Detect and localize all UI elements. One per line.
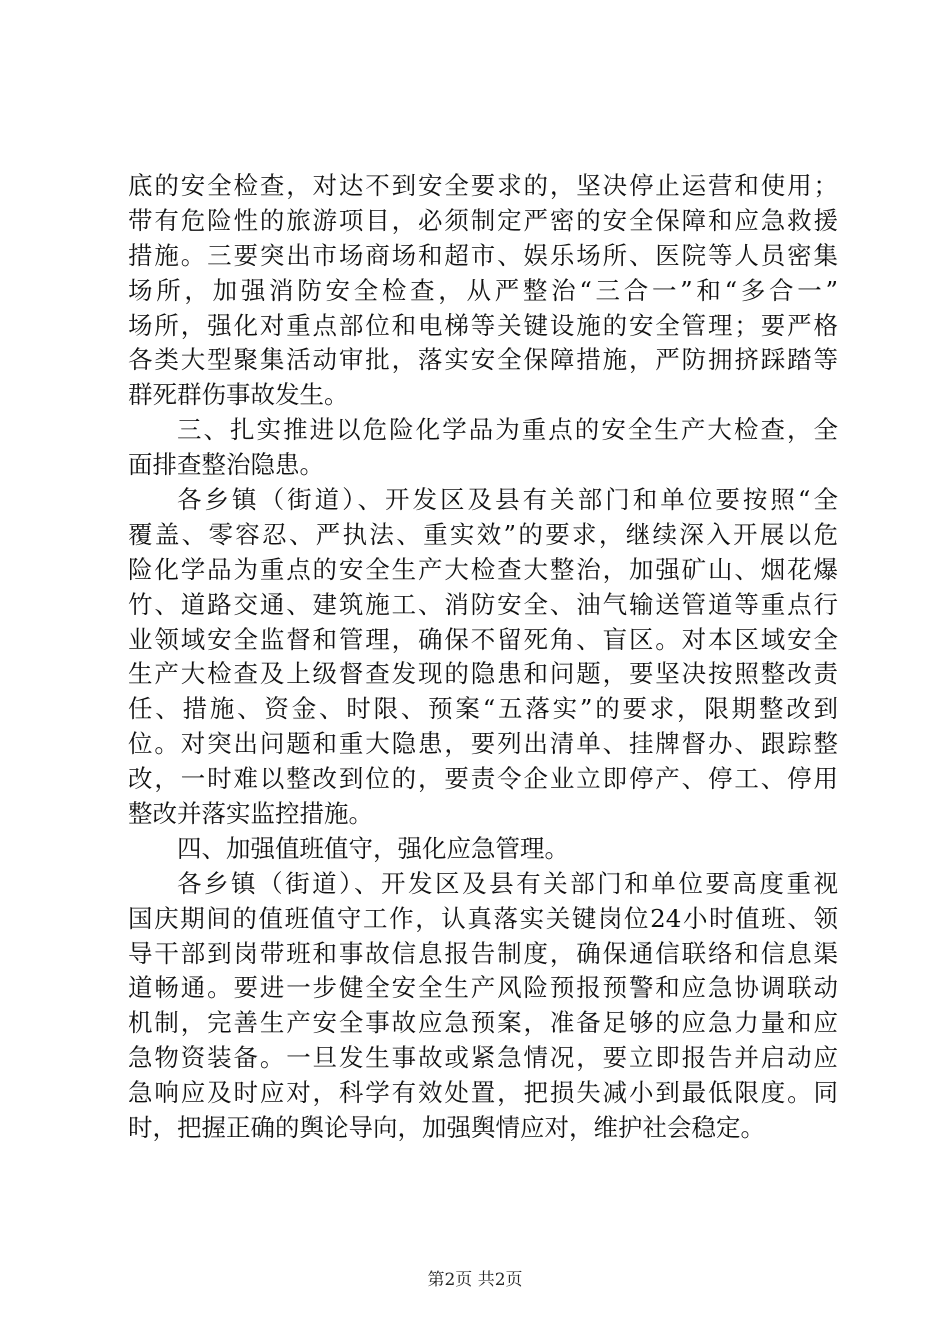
text-line: 底的安全检查，对达不到安全要求的，坚决停止运营和使用； xyxy=(128,171,838,200)
text-line: 整改并落实监控措施。 xyxy=(128,799,373,829)
text-line: 生产大检查及上级督查发现的隐患和问题，要坚决按照整改责 xyxy=(128,659,838,689)
section-heading: 三、扎实推进以危险化学品为重点的安全生产大检查，全 xyxy=(177,415,838,445)
document-body xyxy=(128,169,838,1146)
text-line: 措施。三要突出市场商场和超市、娱乐场所、医院等人员密集 xyxy=(128,240,838,270)
text-line: 急响应及时应对，科学有效处置，把损失减小到最低限度。同 xyxy=(128,1078,838,1108)
text-line: 位。对突出问题和重大隐患，要列出清单、挂牌督办、跟踪整 xyxy=(128,729,838,759)
text-line: 群死群伤事故发生。 xyxy=(128,380,349,410)
section-heading: 四、加强值班值守，强化应急管理。 xyxy=(177,833,569,863)
text-line: 竹、道路交通、建筑施工、消防安全、油气输送管道等重点行 xyxy=(128,589,838,619)
text-line: 改，一时难以整改到位的，要责令企业立即停产、停工、停用 xyxy=(128,764,838,794)
text-line: 道畅通。要进一步健全安全生产风险预报预警和应急协调联动 xyxy=(128,973,838,1003)
text-line: 场所，加强消防安全检查，从严整治“三合一”和“多合一” xyxy=(128,275,838,305)
text-line: 急物资装备。一旦发生事故或紧急情况，要立即报告并启动应 xyxy=(128,1043,838,1073)
text-line: 覆盖、零容忍、严执法、重实效”的要求，继续深入开展以危 xyxy=(128,519,838,549)
text-line: 险化学品为重点的安全生产大检查大整治，加强矿山、烟花爆 xyxy=(128,554,838,584)
text-line: 时，把握正确的舆论导向，加强舆情应对，维护社会稳定。 xyxy=(128,1113,765,1143)
page-number-footer: 第2页 共2页 xyxy=(427,1270,523,1290)
text-line: 各类大型聚集活动审批，落实安全保障措施，严防拥挤踩踏等 xyxy=(128,345,838,375)
section-heading: 面排查整治隐患。 xyxy=(128,450,324,480)
text-line: 带有危险性的旅游项目，必须制定严密的安全保障和应急救援 xyxy=(128,205,838,235)
text-line: 业领域安全监督和管理，确保不留死角、盲区。对本区域安全 xyxy=(128,624,838,654)
text-line: 各乡镇（街道）、开发区及县有关部门和单位要按照“全 xyxy=(177,485,838,515)
text-line: 导干部到岗带班和事故信息报告制度，确保通信联络和信息渠 xyxy=(128,938,838,968)
text-line: 机制，完善生产安全事故应急预案，准备足够的应急力量和应 xyxy=(128,1008,838,1038)
text-line: 场所，强化对重点部位和电梯等关键设施的安全管理；要严格 xyxy=(128,310,838,340)
text-line: 各乡镇（街道）、开发区及县有关部门和单位要高度重视 xyxy=(177,868,838,898)
text-line: 国庆期间的值班值守工作，认真落实关键岗位24小时值班、领 xyxy=(128,903,838,933)
text-line: 任、措施、资金、时限、预案“五落实”的要求，限期整改到 xyxy=(128,694,838,724)
